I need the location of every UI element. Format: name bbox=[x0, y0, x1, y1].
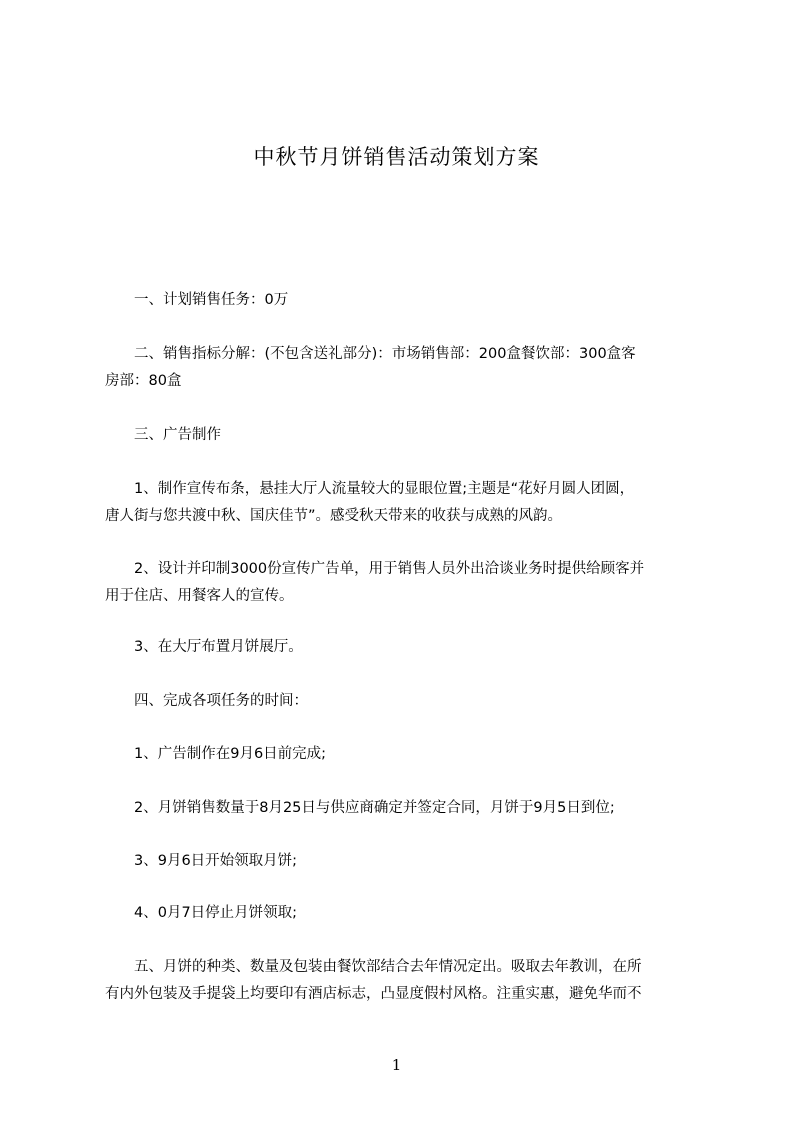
paragraph-line: 用于住店、用餐客人的宣传。 bbox=[105, 588, 294, 604]
paragraph-line: 唐人街与您共渡中秋、国庆佳节”。感受秋天带来的收获与成熟的风韵。 bbox=[105, 508, 563, 524]
paragraph-showroom bbox=[105, 634, 697, 661]
paragraph-sales-breakdown bbox=[105, 341, 697, 395]
paragraph-line: 2、设计并印制3000份宣传广告单，用于销售人员外出洽谈业务时提供给顾客并 bbox=[105, 561, 645, 577]
paragraph-line: 1、制作宣传布条，悬挂大厅人流量较大的显眼位置;主题是“花好月圆人团圆， bbox=[105, 481, 635, 497]
paragraph-line: 二、销售指标分解：(不包含送礼部分)：市场销售部：200盒餐饮部：300盒客 bbox=[105, 346, 636, 362]
paragraph-line: 3、在大厅布置月饼展厅。 bbox=[105, 639, 303, 655]
paragraph-flyers bbox=[105, 556, 697, 610]
paragraph-schedule-item-1 bbox=[105, 741, 697, 768]
paragraph-mooncake-types bbox=[105, 954, 697, 1008]
paragraph-line: 4、0月7日停止月饼领取; bbox=[105, 905, 298, 921]
paragraph-schedule-item-4 bbox=[105, 900, 697, 927]
paragraph-sales-target bbox=[105, 287, 697, 314]
page-number: 1 bbox=[391, 1056, 402, 1074]
paragraph-line: 四、完成各项任务的时间： bbox=[105, 693, 308, 709]
paragraph-line: 1、广告制作在9月6日前完成; bbox=[105, 746, 327, 762]
paragraph-line: 房部：80盒 bbox=[105, 373, 182, 389]
paragraph-schedule-item-3 bbox=[105, 848, 697, 875]
paragraph-line: 一、计划销售任务：0万 bbox=[105, 292, 289, 308]
paragraph-line: 2、月饼销售数量于8月25日与供应商确定并签定合同，月饼于9月5日到位; bbox=[105, 800, 615, 816]
document-title: 中秋节月饼销售活动策划方案 bbox=[253, 145, 540, 169]
paragraph-advertising-heading bbox=[105, 422, 697, 449]
paragraph-line: 3、9月6日开始领取月饼; bbox=[105, 853, 298, 869]
paragraph-line: 五、月饼的种类、数量及包装由餐饮部结合去年情况定出。吸取去年教训，在所 bbox=[105, 959, 642, 975]
paragraph-schedule-heading bbox=[105, 688, 697, 715]
paragraph-line: 有内外包装及手提袋上均要印有酒店标志，凸显度假村风格。注重实惠，避免华而不 bbox=[105, 986, 642, 1002]
paragraph-line: 三、广告制作 bbox=[105, 427, 221, 443]
paragraph-banner bbox=[105, 476, 697, 530]
paragraph-schedule-item-2 bbox=[105, 795, 697, 822]
